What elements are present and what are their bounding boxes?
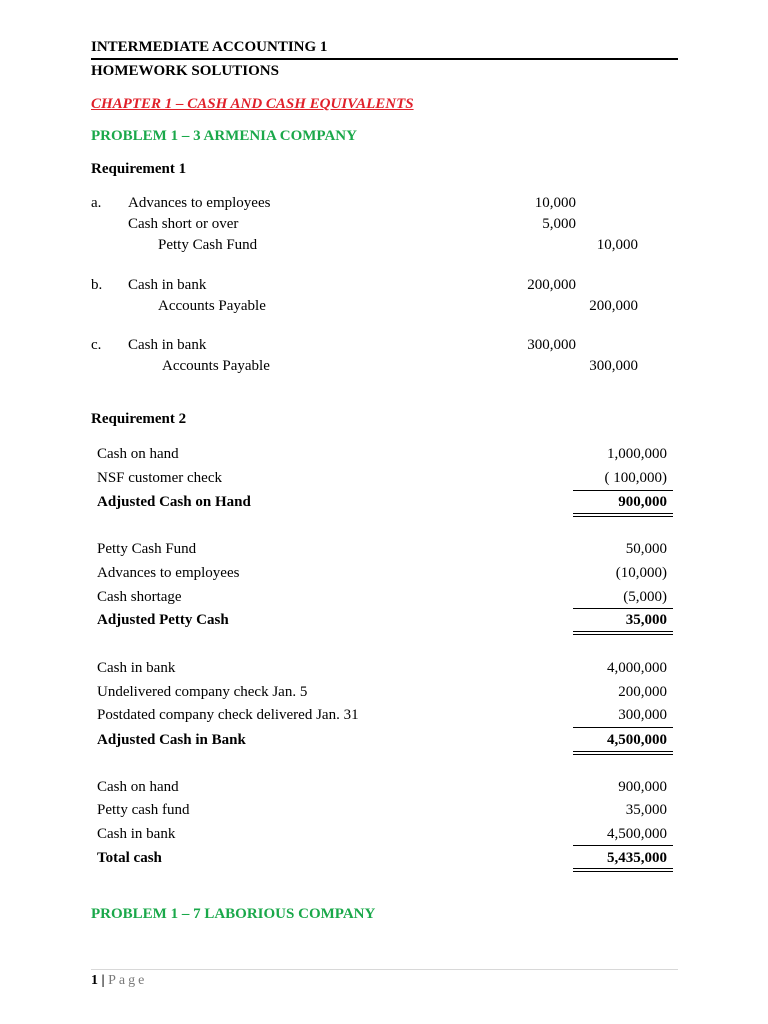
subtotal-rule <box>573 608 673 609</box>
requirement-1-title: Requirement 1 <box>91 161 187 177</box>
cash-in-bank-amount: 4,000,000 <box>607 660 667 676</box>
cash-shortage-label: Cash shortage <box>97 589 182 605</box>
requirement-2-title: Requirement 2 <box>91 411 187 427</box>
total-cash-in-bank-amount: 4,500,000 <box>607 826 667 842</box>
page-label: Page <box>108 973 148 988</box>
petty-cash-fund-amount: 50,000 <box>625 541 667 557</box>
chapter-heading: CHAPTER 1 – CASH AND CASH EQUIVALENTS <box>91 96 414 112</box>
entry-b-debit: Cash in bank <box>128 277 207 293</box>
undelivered-check-label: Undelivered company check Jan. 5 <box>97 684 308 700</box>
header-title: INTERMEDIATE ACCOUNTING 1 <box>91 39 328 55</box>
header-subtitle: HOMEWORK SOLUTIONS <box>91 63 279 79</box>
page-number: 1 <box>91 973 98 988</box>
subtotal-rule <box>573 490 673 491</box>
adjusted-cash-in-bank-amount: 4,500,000 <box>607 732 667 748</box>
adjusted-cash-on-hand-label: Adjusted Cash on Hand <box>97 494 251 510</box>
undelivered-check-amount: 200,000 <box>618 684 667 700</box>
page-separator: | <box>98 973 109 988</box>
entry-c-debit: Cash in bank <box>128 337 207 353</box>
adjusted-cash-in-bank-label: Adjusted Cash in Bank <box>97 732 246 748</box>
petty-cash-fund-label: Petty Cash Fund <box>97 541 197 557</box>
total-double-rule <box>573 868 673 872</box>
problem-heading-2: PROBLEM 1 – 7 LABORIOUS COMPANY <box>91 906 376 922</box>
total-cash-on-hand-amount: 900,000 <box>618 779 667 795</box>
entry-a-letter: a. <box>91 195 102 211</box>
total-double-rule <box>573 513 673 517</box>
subtotal-rule <box>573 845 673 846</box>
total-double-rule <box>573 631 673 635</box>
total-petty-cash-amount: 35,000 <box>625 802 667 818</box>
entry-c-letter: c. <box>91 337 102 353</box>
adjusted-petty-cash-amount: 35,000 <box>625 612 667 628</box>
entry-a-debit-1: Advances to employees <box>128 195 271 211</box>
header-rule <box>91 58 678 60</box>
total-petty-cash-label: Petty cash fund <box>97 802 190 818</box>
entry-c-debit-amount: 300,000 <box>527 337 576 353</box>
entry-a-debit-2: Cash short or over <box>128 216 239 232</box>
postdated-check-label: Postdated company check delivered Jan. 31 <box>97 707 359 723</box>
cash-on-hand-label: Cash on hand <box>97 446 179 462</box>
page-footer <box>91 973 147 989</box>
advances-employees-amount: (10,000) <box>615 565 667 581</box>
entry-b-credit: Accounts Payable <box>158 298 266 314</box>
entry-c-credit-amount: 300,000 <box>589 358 638 374</box>
adjusted-petty-cash-label: Adjusted Petty Cash <box>97 612 229 628</box>
total-cash-on-hand-label: Cash on hand <box>97 779 179 795</box>
entry-b-debit-amount: 200,000 <box>527 277 576 293</box>
cash-in-bank-label: Cash in bank <box>97 660 176 676</box>
postdated-check-amount: 300,000 <box>618 707 667 723</box>
nsf-check-amount: ( 100,000) <box>604 470 667 486</box>
subtotal-rule <box>573 727 673 728</box>
entry-a-debit-1-amount: 10,000 <box>534 195 576 211</box>
entry-b-letter: b. <box>91 277 103 293</box>
entry-c-credit: Accounts Payable <box>162 358 270 374</box>
cash-on-hand-amount: 1,000,000 <box>607 446 667 462</box>
problem-heading-1: PROBLEM 1 – 3 ARMENIA COMPANY <box>91 128 357 144</box>
advances-employees-label: Advances to employees <box>97 565 240 581</box>
cash-shortage-amount: (5,000) <box>623 589 667 605</box>
entry-a-debit-2-amount: 5,000 <box>542 216 576 232</box>
entry-a-credit-amount: 10,000 <box>596 237 638 253</box>
total-cash-label: Total cash <box>97 850 162 866</box>
total-cash-in-bank-label: Cash in bank <box>97 826 176 842</box>
entry-a-credit: Petty Cash Fund <box>158 237 258 253</box>
total-double-rule <box>573 751 673 755</box>
adjusted-cash-on-hand-amount: 900,000 <box>618 494 667 510</box>
nsf-check-label: NSF customer check <box>97 470 222 486</box>
total-cash-amount: 5,435,000 <box>607 850 667 866</box>
entry-b-credit-amount: 200,000 <box>589 298 638 314</box>
footer-rule <box>91 969 678 970</box>
